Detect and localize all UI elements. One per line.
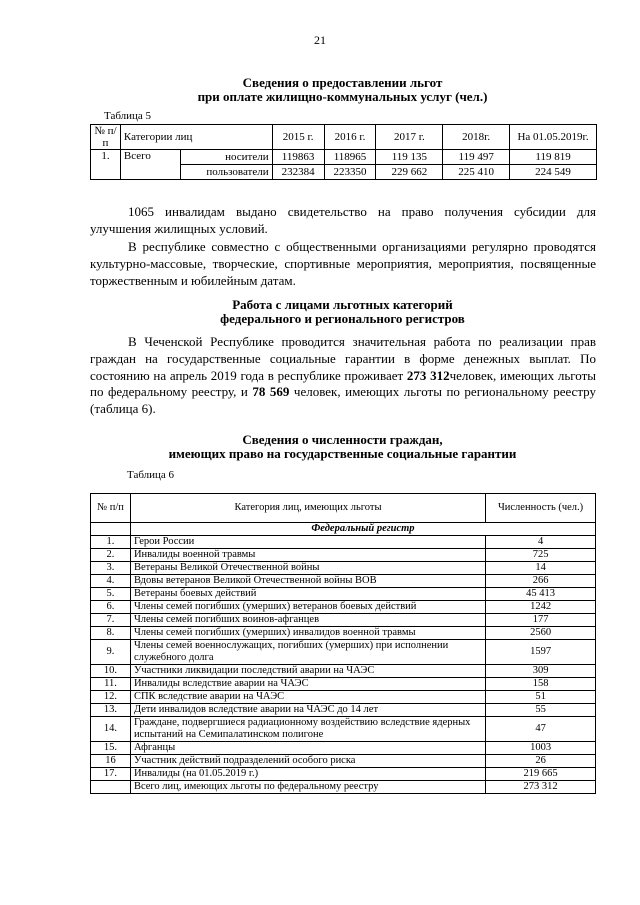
cell-num: 5. [91,588,131,601]
federal-count: 273 312 [406,367,450,383]
cell-num: 4. [91,575,131,588]
cell-category: Члены семей погибших воинов-афганцев [130,614,485,627]
cell-count: 1003 [486,742,596,755]
table-row [91,768,596,781]
table6 [90,493,596,794]
cell-value: 119863 [272,150,324,165]
cell-category: Ветераны Великой Отечественной войны [130,562,485,575]
header-num: № п/п [91,494,131,523]
heading-line: при оплате жилищно-коммунальных услуг (чел.) [197,89,488,104]
cell-num: 2. [91,549,131,562]
cell-category: Инвалиды вследствие аварии на ЧАЭС [130,678,485,691]
table-row [91,588,596,601]
paragraph-text: человек, имеющих льготы по региональному реестру (таблица 6). [90,384,596,417]
total-count: 273 312 [486,781,596,794]
cell-value: 232384 [272,165,324,180]
table-row [91,755,596,768]
cell-count: 26 [486,755,596,768]
paragraph-subsidy: 1065 инвалидам выдано свидетельство на право получения субсидии для улучшения жилищных условий. [90,204,596,236]
cell-category: Инвалиды (на 01.05.2019 г.) [130,768,485,781]
cell-category: Вдовы ветеранов Великой Отечественной войны ВОВ [130,575,485,588]
paragraph-events: В республике совместно с общественными организациями регулярно проводятся культурно-массовые, творческие, спортивные мероприятия, мероприятия, посвященные торжественным и юбилейным датам. [90,239,596,288]
total-label: Всего лиц, имеющих льготы по федеральному реестру [130,781,485,794]
cell-num: 7. [91,614,131,627]
cell-count: 177 [486,614,596,627]
cell-category: Афганцы [130,742,485,755]
cell-num: 9. [91,640,131,665]
cell-category: СПК вследствие аварии на ЧАЭС [130,691,485,704]
cell-category: Ветераны боевых действий [130,588,485,601]
header-date: На 01.05.2019г. [510,125,597,150]
cell-num: 12. [91,691,131,704]
table-row [91,717,596,742]
cell-category: Члены семей военнослужащих, погибших (умерших) при исполнении служебного долга [130,640,485,665]
cell-num: 1. [91,536,131,549]
heading-line: Сведения о численности граждан, [242,432,443,447]
cell-category: Всего [120,150,180,180]
table-row [91,627,596,640]
cell-num: 11. [91,678,131,691]
table-row [91,562,596,575]
table-row [91,742,596,755]
heading-line: Работа с лицами льготных категорий [232,297,453,312]
header-2018: 2018г. [443,125,510,150]
table-header-row [91,494,596,523]
page-number: 21 [314,33,326,47]
header-num: № п/п [91,125,121,150]
header-count: Численность (чел.) [486,494,596,523]
cell-num: 8. [91,627,131,640]
table5 [90,124,597,180]
header-2017: 2017 г. [376,125,443,150]
header-2016: 2016 г. [324,125,376,150]
cell-count: 219 665 [486,768,596,781]
cell-count: 725 [486,549,596,562]
cell-count: 55 [486,704,596,717]
cell-category: Дети инвалидов вследствие аварии на ЧАЭС до 14 лет [130,704,485,717]
cell-count: 2560 [486,627,596,640]
table5-caption: Таблица 5 [104,110,152,122]
heading-line: федерального и регионального регистров [220,311,465,326]
cell-category: Участник действий подразделений особого риска [130,755,485,768]
cell-category: Члены семей погибших (умерших) ветеранов боевых действий [130,601,485,614]
cell-num: 13. [91,704,131,717]
paragraph-federal-register [90,334,596,418]
cell-num: 6. [91,601,131,614]
table-row [91,678,596,691]
cell-value: 118965 [324,150,376,165]
cell-sublabel: пользователи [180,165,272,180]
cell-count: 47 [486,717,596,742]
cell-category: Граждане, подвергшиеся радиационному воздействию вследствие ядерных испытаний на Семипалатинском полигоне [130,717,485,742]
cell-value: 229 662 [376,165,443,180]
cell-value: 119 819 [510,150,597,165]
header-2015: 2015 г. [272,125,324,150]
total-row [91,781,596,794]
cell-num: 17. [91,768,131,781]
heading-line: имеющих право на государственные социальные гарантии [168,446,517,461]
regional-count: 78 569 [252,384,290,400]
table-row [91,601,596,614]
total-spacer [91,781,131,794]
cell-count: 51 [486,691,596,704]
cell-count: 266 [486,575,596,588]
header-category: Категории лиц [120,125,272,150]
heading-citizens-count [90,433,595,461]
cell-count: 1597 [486,640,596,665]
section-row [91,523,596,536]
heading-line: Сведения о предоставлении льгот [242,75,443,90]
cell-category: Участники ликвидации последствий аварии на ЧАЭС [130,665,485,678]
table-row [91,150,597,165]
section-spacer [91,523,131,536]
cell-category: Герои России [130,536,485,549]
paragraph-text: В Чеченской Республике проводится значительная работа по реализации прав граждан на государственные социальные гарантии в форме денежных выплат. По состоянию на апрель 2019 года в республике проживает [90,334,596,383]
cell-count: 45 413 [486,588,596,601]
table-row [91,704,596,717]
table-row [91,575,596,588]
cell-value: 224 549 [510,165,597,180]
cell-num: 16 [91,755,131,768]
cell-count: 158 [486,678,596,691]
cell-count: 1242 [486,601,596,614]
cell-num: 3. [91,562,131,575]
table-row [91,536,596,549]
cell-num: 1. [91,150,121,180]
cell-value: 119 135 [376,150,443,165]
cell-count: 14 [486,562,596,575]
table-header-row [91,125,597,150]
cell-value: 225 410 [443,165,510,180]
table-row [91,549,596,562]
cell-count: 4 [486,536,596,549]
cell-category: Члены семей погибших (умерших) инвалидов военной травмы [130,627,485,640]
heading-benefits-utilities [90,76,595,104]
table6-caption: Таблица 6 [127,469,175,481]
cell-num: 15. [91,742,131,755]
cell-category: Инвалиды военной травмы [130,549,485,562]
heading-preferential-categories [90,298,595,326]
section-federal-register: Федеральный регистр [130,523,595,536]
cell-num: 14. [91,717,131,742]
table-row [91,640,596,665]
cell-sublabel: носители [180,150,272,165]
table-row [91,691,596,704]
cell-count: 309 [486,665,596,678]
cell-num: 10. [91,665,131,678]
table-row [91,614,596,627]
cell-value: 223350 [324,165,376,180]
paragraph-text: человек, имеющих льготы по федеральному реестру, и [90,367,596,400]
cell-value: 119 497 [443,150,510,165]
header-category: Категория лиц, имеющих льготы [130,494,485,523]
table-row [91,665,596,678]
